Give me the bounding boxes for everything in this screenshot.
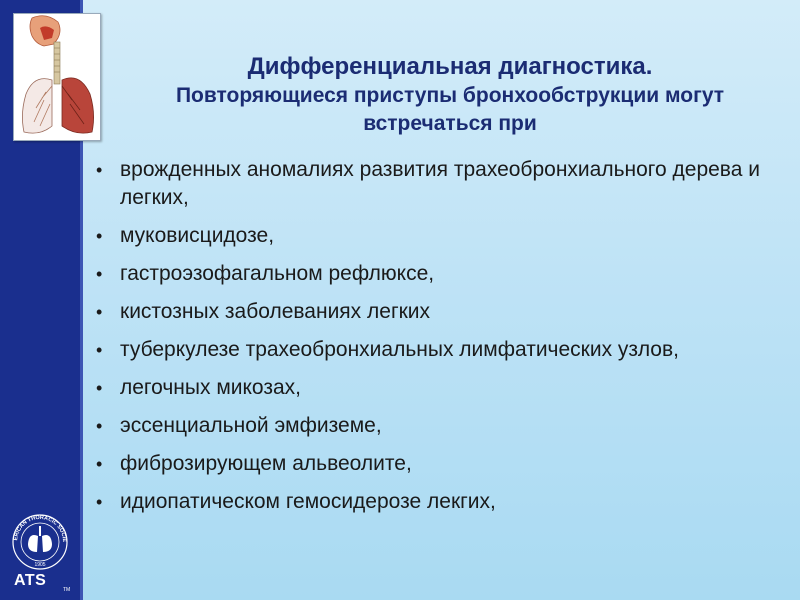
list-item [92,488,772,516]
list-item-text: кистозных заболеваниях легких [120,300,431,323]
list-item-text: легочных микозах, [120,376,301,399]
bullet-icon: • [96,160,103,180]
slide-subtitle: Повторяющиеся приступы бронхообструкции могут встречаться при [175,84,725,135]
bullet-icon: • [96,302,103,322]
list-item [92,156,772,212]
logo-ring-text: ERICAN THORACIC SOCIE [13,514,68,543]
list-item [92,260,772,288]
list-item [92,374,772,402]
bullet-icon: • [96,264,103,284]
bullet-list [92,156,772,526]
list-item-text: фиброзирующем альвеолите, [120,452,412,475]
list-item [92,450,772,478]
slide-title-block [120,52,780,138]
list-item [92,222,772,250]
ats-logo-text: ATS [14,572,47,589]
ats-trademark: TM [63,587,71,593]
list-item-text: гастроэзофагальном рефлюксе, [120,262,435,285]
bullet-icon: • [96,340,103,360]
list-item [92,412,772,440]
list-item-text: муковисцидозе, [120,224,275,247]
list-item-text: врожденных аномалиях развития трахеобронхиального дерева и легких, [120,158,760,209]
list-item [92,336,772,364]
slide-title: Дифференциальная диагностика. [247,53,653,80]
list-item-text: туберкулезе трахеобронхиальных лимфатических узлов, [120,338,679,361]
bullet-icon: • [96,378,103,398]
bullet-icon: • [96,454,103,474]
respiratory-system-illustration [13,13,101,141]
logo-year: 1905 [34,562,46,568]
list-item [92,298,772,326]
bullet-icon: • [96,416,103,436]
list-item-text: идиопатическом гемосидерозе лекгих, [120,490,496,513]
bullet-icon: • [96,492,103,512]
list-item-text: эссенциальной эмфиземе, [120,414,382,437]
bullet-icon: • [96,226,103,246]
